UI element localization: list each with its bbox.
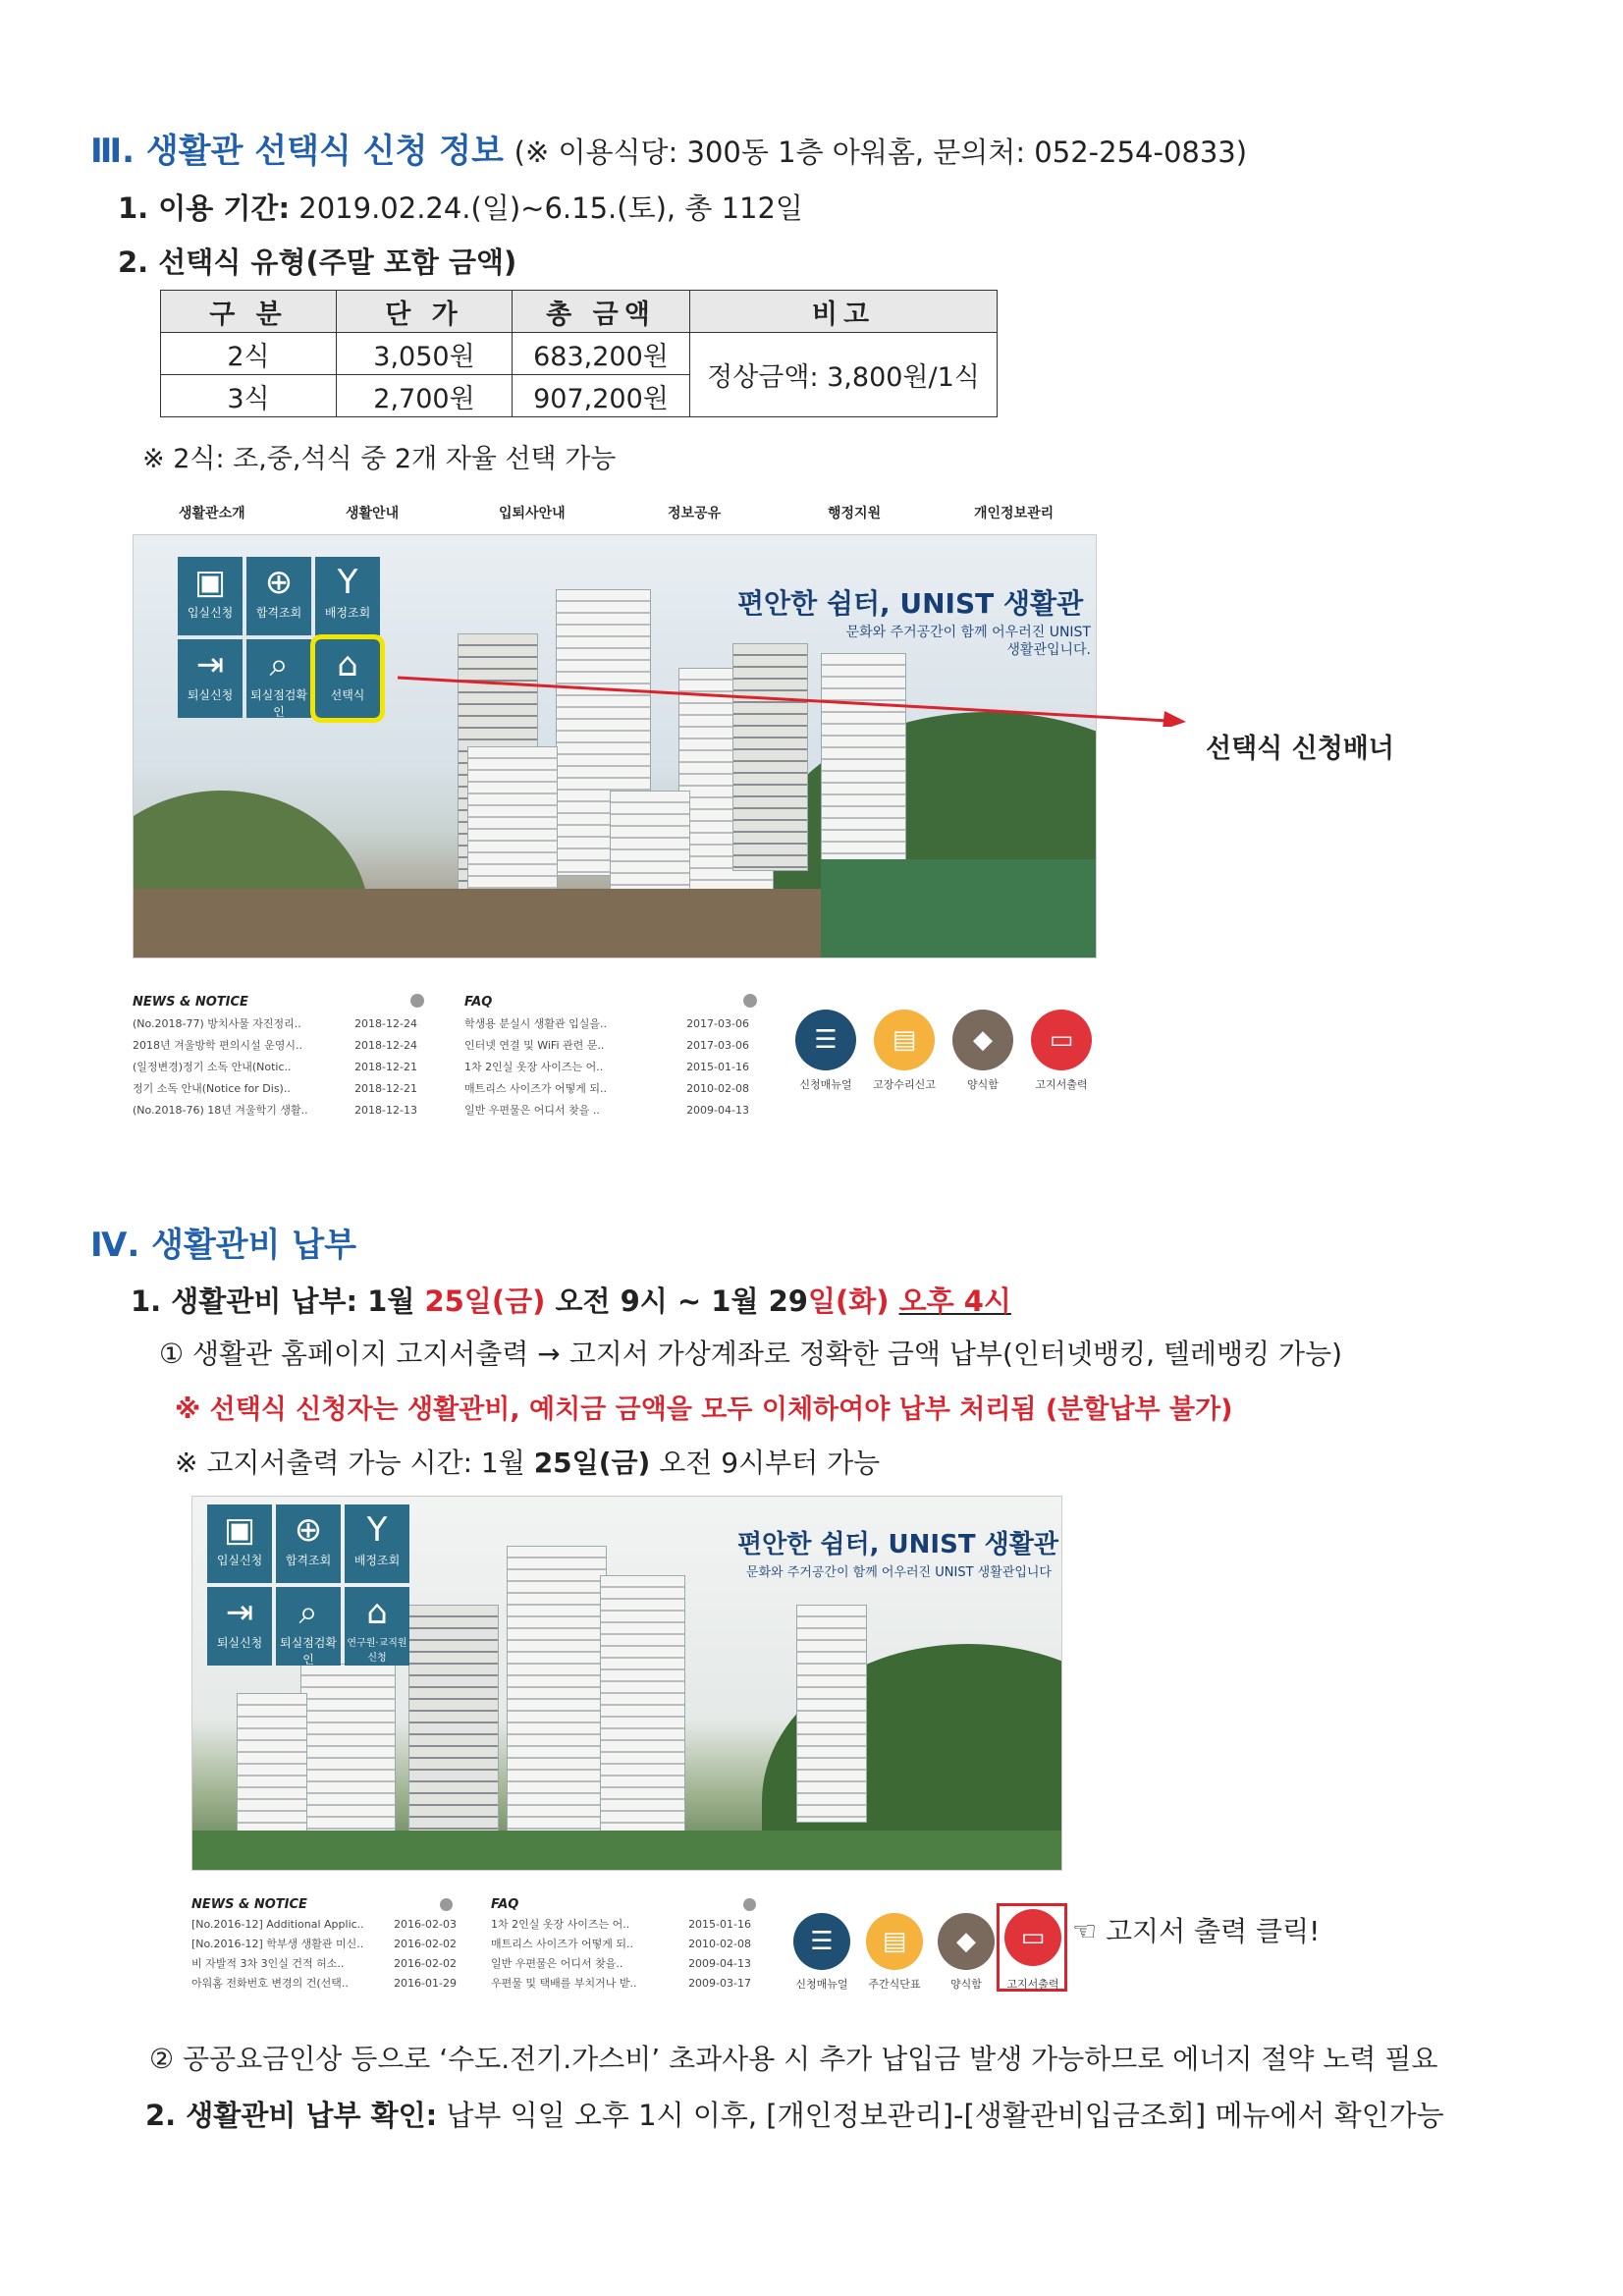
tile-checkout-inspection[interactable] xyxy=(276,1587,341,1666)
section3-heading xyxy=(90,124,1247,172)
fork-arrow-icon: Y xyxy=(337,563,358,602)
bill-print-click-note: ☜ 고지서 출력 클릭! xyxy=(1072,1915,1321,1947)
table-header: 총 금액 xyxy=(513,291,690,333)
list-item[interactable]: 일반 우편물은 어디서 찾을 .. 2009-04-13 xyxy=(464,1104,749,1117)
payment-period-mid: 오전 9시 ~ 1월 29 xyxy=(545,1285,808,1318)
payment-method: ① 생활관 홈페이지 고지서출력 → 고지서 가상계좌로 정확한 금액 납부(인터넷뱅킹, 텔레뱅킹 가능) xyxy=(159,1338,1343,1370)
table-header: 단 가 xyxy=(337,291,513,333)
quick-link-label: 고지서출력 xyxy=(1006,1978,1059,1991)
faq-list xyxy=(464,992,749,1121)
meal-price-table xyxy=(160,290,998,417)
list-item[interactable]: (No.2018-76) 18년 겨울학기 생활.. 2018-12-13 xyxy=(133,1104,417,1117)
tile-label: 배정조회 xyxy=(353,1554,401,1567)
list-item[interactable]: 1차 2인실 옷장 사이즈는 어.. 2015-01-16 xyxy=(491,1918,751,1931)
application-icon: ▣ xyxy=(223,1510,256,1550)
repair-report-icon[interactable]: ▤ xyxy=(874,1010,935,1070)
payment-confirmation-value: 납부 익일 오후 1시 이후, [개인정보관리]-[생활관비입금조회] 메뉴에서 확인가능 xyxy=(437,2099,1444,2132)
tile-staff-application[interactable] xyxy=(345,1587,409,1666)
payment-end-date: 일(화) xyxy=(807,1285,890,1318)
bill-print-time-pre: ※ 고지서출력 가능 시간: 1월 xyxy=(175,1447,534,1479)
quick-link-label: 고장수리신고 xyxy=(873,1078,936,1091)
list-item[interactable]: 일반 우편물은 어디서 찾을.. 2009-04-13 xyxy=(491,1957,751,1970)
energy-saving-note: ② 공공요금인상 등으로 ‘수도.전기.가스비’ 초과사용 시 추가 납입금 발생 가능하므로 에너지 절약 노력 필요 xyxy=(149,2043,1438,2075)
section3-title: Ⅲ. 생활관 선택식 신청 정보 xyxy=(90,132,504,171)
banner-title: 편안한 쉼터, UNIST 생활관 xyxy=(737,587,1084,620)
faq-header: FAQ xyxy=(464,995,493,1010)
payment-confirmation-label: 2. 생활관비 납부 확인: xyxy=(145,2099,438,2132)
nav-item[interactable]: 입퇴사안내 xyxy=(499,506,566,521)
forms-box-icon[interactable]: ◆ xyxy=(938,1913,995,1970)
usage-period-value: 2019.02.24.(일)~6.15.(토), 총 112일 xyxy=(298,191,803,225)
bill-print-time-post: 오전 9시부터 가능 xyxy=(650,1447,881,1479)
payment-end-time: 오후 4시 xyxy=(898,1285,1011,1318)
bill-print-time xyxy=(175,1442,880,1481)
tile-admission-check[interactable] xyxy=(246,557,311,635)
table-header: 구 분 xyxy=(161,291,337,333)
list-item[interactable]: 매트리스 사이즈가 어떻게 되.. 2010-02-08 xyxy=(464,1082,749,1095)
list-item[interactable]: (No.2018-77) 방치사물 자진정리.. 2018-12-24 xyxy=(133,1017,417,1030)
tile-check-out[interactable] xyxy=(178,639,243,718)
list-item[interactable]: 1차 2인실 옷장 사이즈는 어.. 2015-01-16 xyxy=(464,1061,749,1073)
tile-label: 합격조회 xyxy=(285,1554,332,1567)
dorm-banner-image-2 xyxy=(191,1496,1062,1871)
tile-label: 입실신청 xyxy=(216,1554,263,1567)
meal-type-heading: 2. 선택식 유형(주말 포함 금액) xyxy=(118,246,517,279)
table-remark: 정상금액: 3,800원/1식 xyxy=(690,333,998,417)
nav-item[interactable]: 개인정보관리 xyxy=(974,506,1055,521)
tile-label: 배정조회 xyxy=(324,606,371,620)
table-cell: 907,200원 xyxy=(513,375,690,417)
tile-label: 퇴실신청 xyxy=(216,1636,263,1650)
tile-check-out[interactable] xyxy=(207,1587,272,1666)
table-row xyxy=(161,333,998,375)
magnifier-plus-icon: ⊕ xyxy=(294,1510,323,1550)
nav-item[interactable]: 생활안내 xyxy=(346,506,400,521)
table-cell: 683,200원 xyxy=(513,333,690,375)
exit-door-icon: ⇥ xyxy=(225,1593,254,1632)
tile-label: 선택식 xyxy=(330,688,365,702)
tile-label: 입실신청 xyxy=(187,606,234,620)
list-item[interactable]: 아워홈 전화번호 변경의 건(선택.. 2016-01-29 xyxy=(191,1977,457,1990)
banner-subtitle: 생활관입니다. xyxy=(1006,642,1091,658)
table-header: 비고 xyxy=(690,291,998,333)
faq-header: FAQ xyxy=(491,1897,519,1912)
exit-door-icon: ⇥ xyxy=(195,645,225,684)
magnifier-icon: ⌕ xyxy=(269,645,289,684)
meal-plan-warning: ※ 선택식 신청자는 생활관비, 예치금 금액을 모두 이체하여야 납부 처리됨 (분할납부 불가) xyxy=(175,1394,1233,1425)
payment-period xyxy=(131,1280,1011,1320)
tile-label: 퇴실점검확인 xyxy=(250,688,307,719)
section4-title: Ⅳ. 생활관비 납부 xyxy=(90,1226,357,1265)
tile-meal-plan[interactable] xyxy=(315,639,380,718)
nav-item[interactable]: 정보공유 xyxy=(668,506,722,521)
list-item[interactable]: 2018년 겨울방학 편의시설 운영시.. 2018-12-24 xyxy=(133,1039,417,1052)
news-notice-list xyxy=(133,992,417,1121)
bill-print-icon[interactable]: ▭ xyxy=(1031,1010,1092,1070)
list-item[interactable]: 학생용 분실시 생활관 입실을.. 2017-03-06 xyxy=(464,1017,749,1030)
list-item[interactable]: 인터넷 연결 및 WiFi 관련 문.. 2017-03-06 xyxy=(464,1039,749,1052)
tile-label: 합격조회 xyxy=(255,606,302,620)
nav-item[interactable]: 생활관소개 xyxy=(179,506,245,521)
table-cell: 3,050원 xyxy=(337,333,513,375)
magnifier-plus-icon: ⊕ xyxy=(264,563,294,602)
tile-room-assignment[interactable] xyxy=(315,557,380,635)
payment-period-label: 1. 생활관비 납부: 1월 xyxy=(131,1285,425,1318)
list-item[interactable]: 정기 소독 안내(Notice for Dis).. 2018-12-21 xyxy=(133,1082,417,1095)
table-header-row xyxy=(161,291,998,333)
news-notice-list xyxy=(191,1895,457,1994)
list-item[interactable]: (일정변경)정기 소독 안내(Notic.. 2018-12-21 xyxy=(133,1061,417,1073)
table-cell: 3식 xyxy=(161,375,337,417)
table-cell: 2식 xyxy=(161,333,337,375)
nav-item[interactable]: 행정지원 xyxy=(828,506,882,521)
usage-period-label: 1. 이용 기간: xyxy=(118,191,291,225)
list-item[interactable]: 비 자발적 3차 3인실 건적 허소.. 2016-02-02 xyxy=(191,1957,457,1970)
list-item[interactable]: [No.2016-12] Additional Applic.. 2016-02-03 xyxy=(191,1918,457,1931)
usage-period xyxy=(118,187,803,227)
arrow-icon xyxy=(393,668,1198,727)
section3-note: (※ 이용식당: 300동 1층 아워홈, 문의처: 052-254-0833) xyxy=(514,136,1248,169)
meal-footnote: ※ 2식: 조,중,석식 중 2개 자율 선택 가능 xyxy=(142,444,617,474)
quick-link-label: 고지서출력 xyxy=(1035,1078,1088,1091)
forms-box-icon[interactable]: ◆ xyxy=(952,1010,1013,1070)
banner-subtitle: 문화와 주거공간이 함께 어우러진 UNIST 생활관입니다 xyxy=(745,1565,1052,1580)
tile-check-in[interactable] xyxy=(178,557,243,635)
meal-banner-callout: 선택식 신청배너 xyxy=(1206,734,1394,764)
quick-link-label: 신청매뉴얼 xyxy=(799,1078,852,1091)
more-plus-icon[interactable] xyxy=(410,994,424,1008)
tile-label: 퇴실신청 xyxy=(187,688,234,702)
building-icon: ⌂ xyxy=(366,1593,388,1632)
tile-check-in[interactable] xyxy=(207,1504,272,1583)
tile-label: 퇴실점검확인 xyxy=(280,1636,337,1667)
weekly-menu-icon[interactable]: ▤ xyxy=(866,1913,923,1970)
list-item[interactable]: [No.2016-12] 학부생 생활관 미신.. 2016-02-02 xyxy=(191,1938,457,1950)
fork-arrow-icon: Y xyxy=(366,1510,388,1550)
manual-icon[interactable]: ☰ xyxy=(795,1010,856,1070)
news-header: NEWS & NOTICE xyxy=(191,1897,307,1912)
more-plus-icon[interactable] xyxy=(743,1898,756,1911)
tile-checkout-inspection[interactable] xyxy=(246,639,311,718)
payment-start-date: 25일(금) xyxy=(424,1285,546,1318)
dorm-banner-image-1 xyxy=(133,534,1097,958)
magnifier-icon: ⌕ xyxy=(298,1593,318,1632)
faq-list xyxy=(491,1895,751,1994)
building-icon: ⌂ xyxy=(337,645,358,684)
quick-link-label: 신청매뉴얼 xyxy=(795,1978,848,1991)
list-item[interactable]: 우편물 및 택배를 부치거나 받.. 2009-03-17 xyxy=(491,1977,751,1990)
more-plus-icon[interactable] xyxy=(743,994,757,1008)
tile-admission-check[interactable] xyxy=(276,1504,341,1583)
application-icon: ▣ xyxy=(193,563,227,602)
table-cell: 2,700원 xyxy=(337,375,513,417)
banner-subtitle: 문화와 주거공간이 함께 어우러진 UNIST xyxy=(845,625,1091,640)
list-item[interactable]: 매트리스 사이즈가 어떻게 되.. 2010-02-08 xyxy=(491,1938,751,1950)
manual-icon[interactable]: ☰ xyxy=(793,1913,850,1970)
quick-link-label: 주간식단표 xyxy=(868,1978,921,1991)
news-header: NEWS & NOTICE xyxy=(133,995,248,1010)
payment-confirmation xyxy=(145,2094,1444,2134)
tile-room-assignment[interactable] xyxy=(345,1504,409,1583)
bill-print-icon[interactable]: ▭ xyxy=(1004,1909,1061,1966)
tile-label: 연구원·교직원 신청 xyxy=(347,1638,407,1664)
more-plus-icon[interactable] xyxy=(440,1898,453,1911)
quick-link-label: 양식함 xyxy=(950,1978,982,1991)
bill-print-time-date: 25일(금) xyxy=(533,1447,651,1479)
quick-link-label: 양식함 xyxy=(967,1078,999,1091)
banner-title: 편안한 쉼터, UNIST 생활관 xyxy=(737,1530,1058,1559)
